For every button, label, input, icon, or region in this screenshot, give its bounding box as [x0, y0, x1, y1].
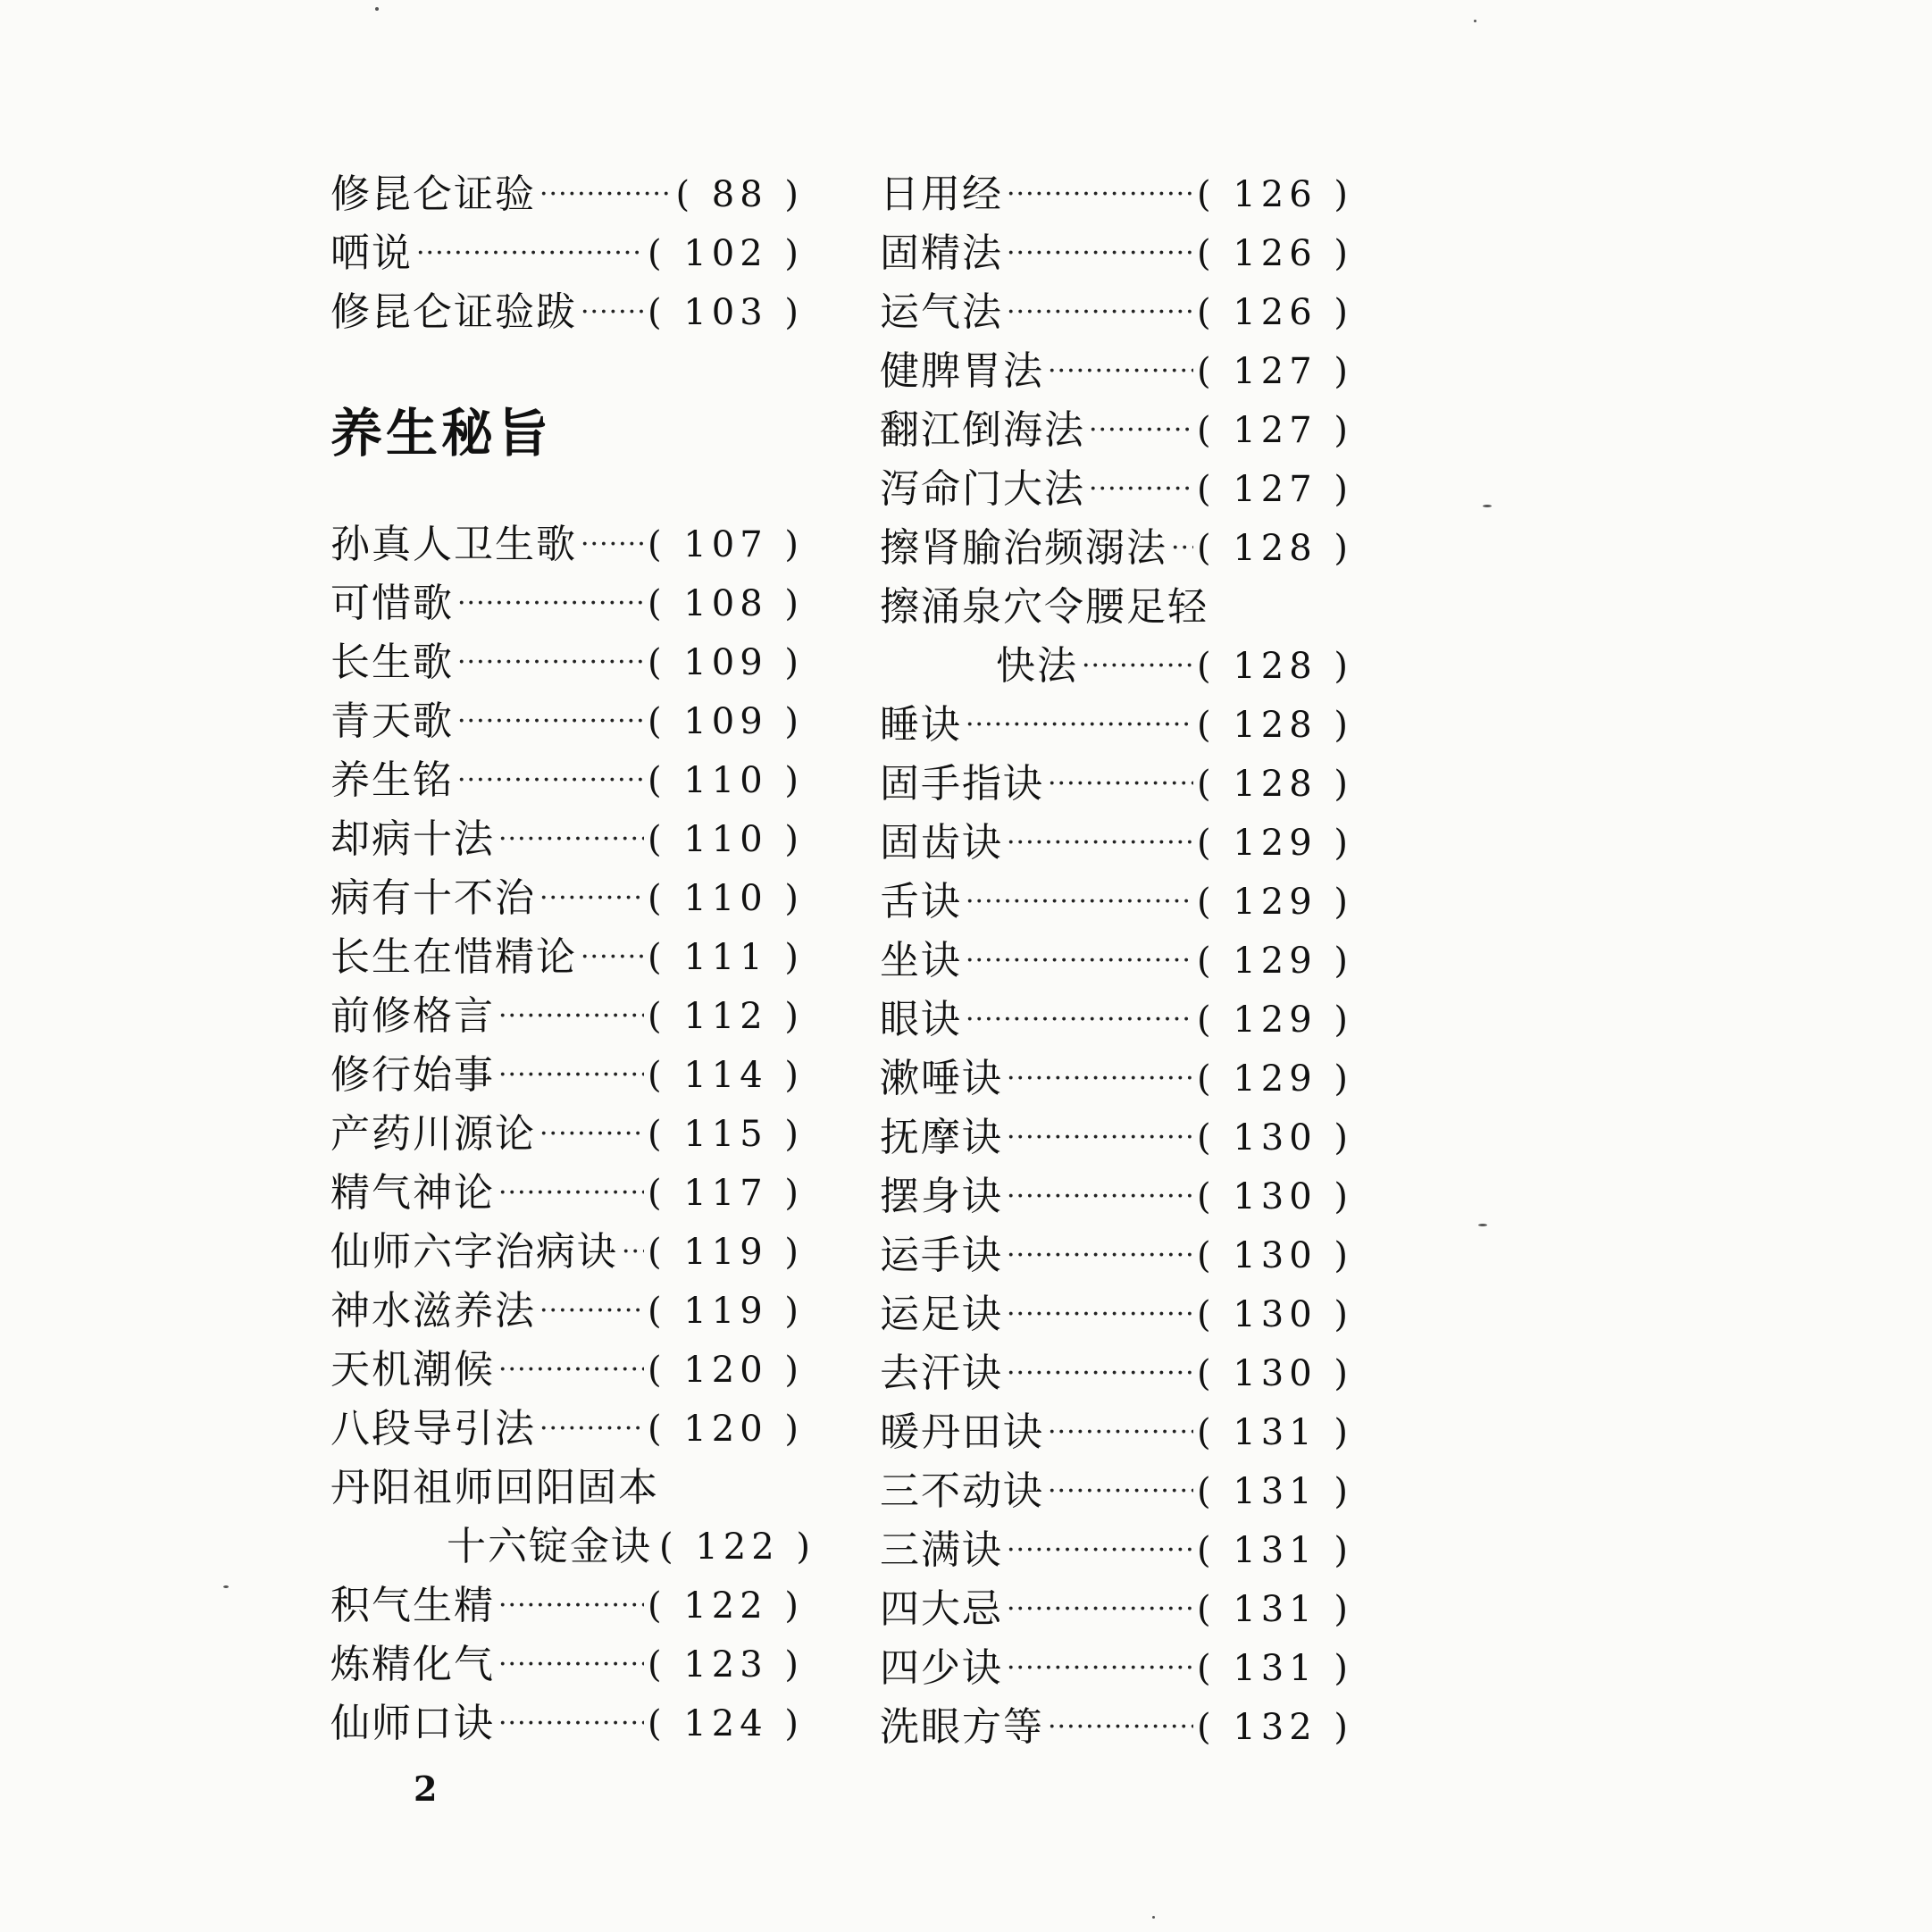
toc-entry-page: ( 126 ) [1197, 233, 1353, 274]
toc-entry-title: 修昆仑证验跋 [330, 289, 577, 335]
toc-entry [330, 1400, 804, 1459]
toc-right-bottom-list [880, 696, 1353, 1757]
toc-entry-title: 病有十不治 [330, 875, 536, 921]
leader-dots [1007, 1344, 1193, 1403]
toc-entry [330, 1046, 804, 1105]
toc-entry-page: ( 128 ) [1197, 705, 1353, 746]
toc-entry [880, 342, 1353, 401]
toc-entry-page: ( 129 ) [1197, 999, 1353, 1041]
leader-dots [498, 1694, 644, 1753]
toc-entry-page: ( 112 ) [648, 996, 804, 1037]
leader-dots [1089, 460, 1193, 519]
toc-entry [330, 1341, 804, 1400]
toc-entry-page: ( 119 ) [648, 1291, 804, 1332]
toc-entry [880, 1167, 1353, 1226]
toc-entry-title: 产药川源论 [330, 1111, 536, 1157]
toc-entry-page: ( 130 ) [1197, 1235, 1353, 1276]
toc-entry-title: 四少诀 [880, 1645, 1003, 1691]
leader-dots [539, 1105, 644, 1164]
leader-dots [966, 873, 1193, 932]
toc-entry-title: 仙师六字治病诀 [330, 1229, 618, 1275]
leader-dots [498, 1046, 644, 1105]
toc-entry-title: 三不动诀 [880, 1468, 1044, 1514]
toc-entry-page: ( 131 ) [1197, 1412, 1353, 1453]
toc-entry [880, 1050, 1353, 1108]
toc-entry-title: 暖丹田诀 [880, 1409, 1044, 1455]
scan-speck [1474, 20, 1476, 22]
leader-dots [1171, 519, 1193, 578]
toc-entry-page: ( 126 ) [1197, 292, 1353, 333]
toc-entry-title: 长生在惜精论 [330, 934, 577, 980]
toc-entry [330, 692, 804, 751]
toc-entry-title: 睡诀 [880, 702, 962, 748]
leader-dots [1007, 1108, 1193, 1167]
toc-entry-page: ( 128 ) [1197, 528, 1353, 569]
leader-dots [581, 515, 644, 574]
toc-entry-title: 十六锭金诀 [447, 1524, 652, 1569]
toc-entry-page: ( 122 ) [648, 1585, 804, 1627]
toc-entry-page: ( 119 ) [648, 1232, 804, 1273]
toc-entry-title: 可惜歌 [330, 581, 454, 626]
leader-dots [539, 1282, 644, 1341]
toc-entry-title: 前修格言 [330, 993, 495, 1039]
leader-dots [1007, 1050, 1193, 1108]
toc-entry-title: 运气法 [880, 289, 1003, 335]
toc-entry-title: 炼精化气 [330, 1642, 495, 1687]
toc-entry-page: ( 110 ) [648, 878, 804, 919]
toc-entry [330, 1223, 804, 1282]
toc-entry-page: ( 129 ) [1197, 823, 1353, 864]
toc-entry-title: 擦涌泉穴令腰足轻 [880, 584, 1209, 630]
scan-speck [1478, 1224, 1487, 1226]
toc-entry [330, 987, 804, 1046]
toc-entry-title: 洗眼方等 [880, 1704, 1044, 1750]
leader-dots [457, 574, 644, 633]
leader-dots [498, 987, 644, 1046]
toc-entry [330, 224, 804, 283]
leader-dots [1007, 224, 1193, 283]
toc-entry-title: 运足诀 [880, 1292, 1003, 1337]
toc-entry-title: 坐诀 [880, 938, 962, 983]
leader-dots [622, 1223, 644, 1282]
leader-dots [539, 165, 672, 224]
toc-entry-title: 孙真人卫生歌 [330, 522, 577, 567]
leader-dots [1048, 1462, 1193, 1521]
toc-entry-title: 修行始事 [330, 1052, 495, 1098]
toc-entry-title: 固精法 [880, 230, 1003, 276]
toc-entry [880, 814, 1353, 873]
toc-entry-title: 丹阳祖师回阳固本 [330, 1465, 659, 1510]
toc-entry-title: 八段导引法 [330, 1406, 536, 1451]
toc-entry-title: 翻江倒海法 [880, 407, 1085, 453]
leader-dots [1082, 637, 1193, 696]
scan-speck [1483, 505, 1492, 507]
toc-entry [880, 1403, 1353, 1462]
toc-entry-page: ( 103 ) [648, 292, 804, 333]
toc-entry-page: ( 131 ) [1197, 1648, 1353, 1689]
scan-speck [223, 1585, 229, 1588]
toc-entry [330, 928, 804, 987]
toc-entry-page: ( 130 ) [1197, 1353, 1353, 1394]
toc-entry-page: ( 127 ) [1197, 351, 1353, 392]
toc-entry [880, 932, 1353, 991]
toc-entry [880, 1108, 1353, 1167]
toc-entry-page: ( 110 ) [648, 819, 804, 860]
toc-entry-page: ( 120 ) [648, 1409, 804, 1450]
toc-entry [330, 165, 804, 224]
toc-left-bottom-list [330, 1577, 804, 1753]
toc-entry-page: ( 111 ) [648, 937, 804, 978]
toc-entry-title: 精气神论 [330, 1170, 495, 1216]
toc-entry [330, 515, 804, 574]
toc-entry-title: 去汗诀 [880, 1351, 1003, 1396]
toc-entry [880, 1462, 1353, 1521]
leader-dots [1089, 401, 1193, 460]
toc-entry [330, 1164, 804, 1223]
toc-entry-page: ( 128 ) [1197, 646, 1353, 687]
leader-dots [1007, 1285, 1193, 1344]
toc-entry [330, 1694, 804, 1753]
toc-entry [880, 1698, 1353, 1757]
toc-entry-page: ( 117 ) [648, 1173, 804, 1214]
toc-entry-title: 健脾胃法 [880, 348, 1044, 394]
leader-dots [1007, 283, 1193, 342]
toc-entry-page: ( 131 ) [1197, 1589, 1353, 1630]
toc-entry [330, 751, 804, 810]
toc-entry-page: ( 130 ) [1197, 1176, 1353, 1217]
toc-entry-page: ( 123 ) [648, 1644, 804, 1685]
scan-speck [1152, 1916, 1155, 1919]
leader-dots [498, 1635, 644, 1694]
page-number: 2 [414, 1769, 438, 1809]
toc-entry-page: ( 129 ) [1197, 882, 1353, 923]
toc-entry-page: ( 109 ) [648, 642, 804, 683]
leader-dots [539, 869, 644, 928]
toc-entry-title: 仙师口诀 [330, 1701, 495, 1746]
toc-entry [880, 401, 1353, 460]
toc-entry-page: ( 110 ) [648, 760, 804, 801]
leader-dots [539, 1400, 644, 1459]
leader-dots [498, 1577, 644, 1635]
toc-entry-title: 神水滋养法 [330, 1288, 536, 1334]
toc-entry-page: ( 126 ) [1197, 174, 1353, 215]
toc-entry-title: 漱唾诀 [880, 1056, 1003, 1101]
scan-speck [375, 7, 379, 11]
leader-dots [966, 932, 1193, 991]
toc-entry [880, 224, 1353, 283]
toc-entry [880, 1226, 1353, 1285]
leader-dots [1048, 342, 1193, 401]
toc-entry-page: ( 115 ) [648, 1114, 804, 1155]
toc-left-top-list [330, 165, 804, 342]
leader-dots [581, 283, 644, 342]
leader-dots [1007, 1580, 1193, 1639]
toc-right-top-list [880, 165, 1353, 578]
toc-entry-page: ( 131 ) [1197, 1530, 1353, 1571]
toc-entry-page: ( 129 ) [1197, 941, 1353, 982]
leader-dots [1007, 1639, 1193, 1698]
toc-entry [330, 574, 804, 633]
toc-entry [880, 1639, 1353, 1698]
toc-entry-page: ( 109 ) [648, 701, 804, 742]
toc-entry-title: 舌诀 [880, 879, 962, 924]
toc-entry-title: 擦肾腧治频溺法 [880, 525, 1167, 571]
toc-entry-page: ( 102 ) [648, 233, 804, 274]
toc-entry-title: 却病十法 [330, 816, 495, 862]
leader-dots [1007, 1521, 1193, 1580]
toc-entry-title: 眼诀 [880, 997, 962, 1042]
toc-entry-page: ( 124 ) [648, 1703, 804, 1744]
toc-entry [880, 1521, 1353, 1580]
toc-left-main-list [330, 515, 804, 1459]
toc-entry [330, 1105, 804, 1164]
toc-entry [880, 873, 1353, 932]
leader-dots [1048, 755, 1193, 814]
toc-entry-title: 天机潮候 [330, 1347, 495, 1393]
toc-entry-page: ( 130 ) [1197, 1117, 1353, 1158]
toc-entry-page: ( 131 ) [1197, 1471, 1353, 1512]
leader-dots [966, 991, 1193, 1050]
toc-entry-page: ( 129 ) [1197, 1058, 1353, 1100]
leader-dots [1007, 1167, 1193, 1226]
leader-dots [416, 224, 644, 283]
toc-entry-page: ( 114 ) [648, 1055, 804, 1096]
section-heading: 养生秘旨 [330, 403, 553, 464]
toc-entry [330, 1282, 804, 1341]
toc-entry-page: ( 108 ) [648, 583, 804, 624]
leader-dots [1048, 1698, 1193, 1757]
toc-entry-page: ( 107 ) [648, 524, 804, 565]
leader-dots [1007, 1226, 1193, 1285]
toc-entry-title: 泻命门大法 [880, 466, 1085, 512]
toc-entry-title: 日用经 [880, 171, 1003, 217]
toc-entry-page: ( 128 ) [1197, 764, 1353, 805]
toc-entry-page: ( 130 ) [1197, 1294, 1353, 1335]
toc-entry [880, 460, 1353, 519]
toc-entry-title: 固齿诀 [880, 820, 1003, 866]
toc-entry [330, 283, 804, 342]
leader-dots [1007, 814, 1193, 873]
toc-entry [880, 1344, 1353, 1403]
toc-entry [880, 165, 1353, 224]
toc-entry [330, 1635, 804, 1694]
toc-entry-title: 长生歌 [330, 640, 454, 685]
toc-entry-page: ( 120 ) [648, 1350, 804, 1391]
toc-entry [330, 633, 804, 692]
toc-right-column [880, 165, 1353, 1757]
toc-entry [880, 283, 1353, 342]
toc-left-column [330, 165, 815, 1753]
toc-entry [880, 991, 1353, 1050]
leader-dots [498, 1341, 644, 1400]
toc-entry-multiline-second [880, 637, 1353, 696]
leader-dots [498, 1164, 644, 1223]
toc-entry-title: 摆身诀 [880, 1174, 1003, 1219]
toc-entry-page: ( 132 ) [1197, 1707, 1353, 1748]
leader-dots [498, 810, 644, 869]
toc-entry-multiline-second [330, 1518, 815, 1577]
leader-dots [457, 751, 644, 810]
toc-entry-title: 修昆仑证验 [330, 171, 536, 217]
toc-entry-title: 四大忌 [880, 1586, 1003, 1632]
toc-entry-title: 哂说 [330, 230, 413, 276]
toc-entry-multiline-first [880, 578, 1353, 637]
toc-entry [880, 755, 1353, 814]
toc-entry [880, 1580, 1353, 1639]
leader-dots [1048, 1403, 1193, 1462]
toc-entry [330, 869, 804, 928]
leader-dots [457, 633, 644, 692]
toc-entry [330, 810, 804, 869]
leader-dots [966, 696, 1193, 755]
toc-entry-page: ( 88 ) [675, 174, 804, 215]
toc-entry [330, 1577, 804, 1635]
toc-entry-title: 积气生精 [330, 1583, 495, 1628]
toc-entry-multiline-first [330, 1459, 804, 1518]
leader-dots [581, 928, 644, 987]
toc-entry [880, 519, 1353, 578]
toc-entry-title: 养生铭 [330, 757, 454, 803]
toc-entry [880, 696, 1353, 755]
toc-entry-title: 三满诀 [880, 1527, 1003, 1573]
toc-entry-title: 快法 [996, 643, 1078, 689]
toc-entry-page: ( 127 ) [1197, 410, 1353, 451]
leader-dots [457, 692, 644, 751]
toc-entry [880, 1285, 1353, 1344]
toc-entry-title: 固手指诀 [880, 761, 1044, 807]
toc-entry-title: 运手诀 [880, 1233, 1003, 1278]
leader-dots [1007, 165, 1193, 224]
toc-entry-title: 青天歌 [330, 698, 454, 744]
toc-entry-page: ( 127 ) [1197, 469, 1353, 510]
toc-entry-page: ( 122 ) [659, 1526, 815, 1568]
toc-entry-title: 抚摩诀 [880, 1115, 1003, 1160]
